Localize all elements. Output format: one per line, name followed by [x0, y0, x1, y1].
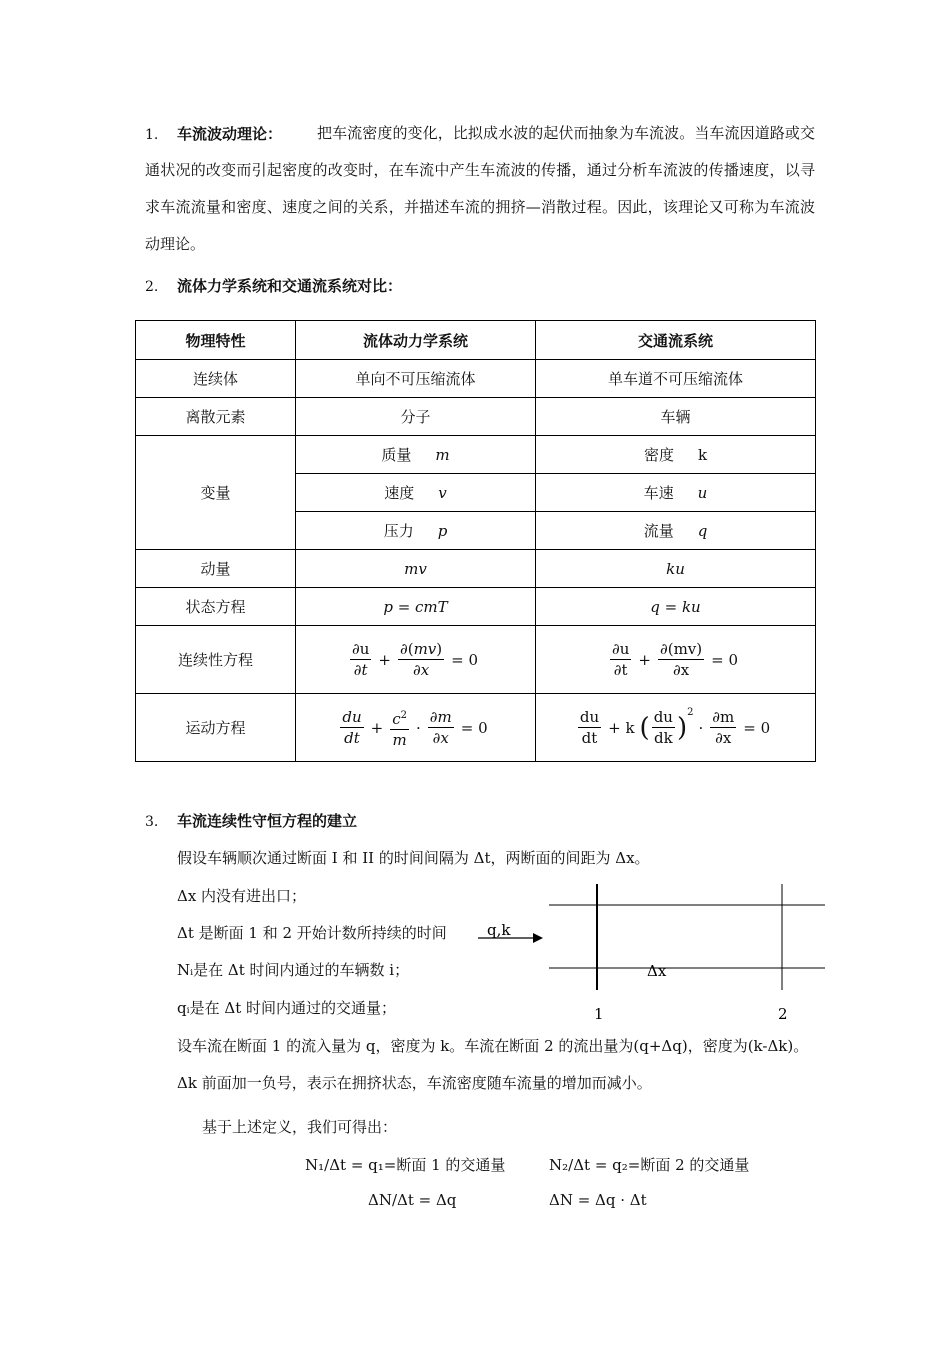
cell-var-traffic: 车速 u — [536, 474, 816, 512]
formula: N₁/Δt = q₁=断面 1 的交通量 — [305, 1156, 506, 1174]
cell-continuum-fluid: 单向不可压缩流体 — [296, 360, 536, 398]
section-3-line: 假设车辆顺次通过断面 I 和 II 的时间间隔为 Δt，两断面的间距为 Δx。 — [177, 849, 650, 867]
header-property: 物理特性 — [136, 321, 296, 360]
section-3-line: 设车流在断面 1 的流入量为 q，密度为 k。车流在断面 2 的流出量为(q+Δq)，密度为(k-Δk)。 — [177, 1037, 809, 1055]
formula: N₂/Δt = q₂=断面 2 的交通量 — [549, 1156, 750, 1174]
equation: $\frac{du}{dt}$ + k ( $\frac{du}{dk}$ ) $^2$ · $\frac{\partial m}{\partial x}$ = 0 — [579, 707, 771, 747]
section-1-title: 车流波动理论： — [177, 125, 283, 143]
header-traffic: 交通流系统 — [536, 321, 816, 360]
cell-continuum-traffic: 单车道不可压缩流体 — [536, 360, 816, 398]
equation: $\frac{du}{dt}$ + $\frac{c^2}{m}$ · $\frac{\partial m}{\partial x}$ = 0 — [338, 706, 492, 750]
cell-discrete-fluid: 分子 — [296, 398, 536, 436]
formula: ΔN = Δq · Δt — [549, 1191, 647, 1209]
section-2-title: 流体力学系统和交通流系统对比： — [177, 277, 403, 295]
cell-var-fluid: 质量 m — [296, 436, 536, 474]
section-3-line: Δt 是断面 1 和 2 开始计数所持续的时间 — [177, 924, 447, 942]
cell-var-fluid: 压力 p — [296, 512, 536, 550]
equation: $\frac{\partial u}{\partial t}$ + $\frac{\partial(mv)}{\partial x}$ = 0 — [611, 640, 739, 679]
formula: ΔN/Δt = Δq — [368, 1191, 457, 1209]
section-3-line: Δk 前面加一负号，表示在拥挤状态，车流密度随车流量的增加而减小。 — [177, 1074, 652, 1092]
cell-var-fluid: 速度 v — [296, 474, 536, 512]
cell-motion-label: 运动方程 — [136, 694, 296, 762]
section-1-label: 1 — [594, 1005, 604, 1023]
section-3-line: qᵢ是在 Δt 时间内通过的交通量； — [177, 999, 397, 1017]
section-2-label: 2 — [778, 1005, 788, 1023]
header-fluid: 流体动力学系统 — [296, 321, 536, 360]
section-1-text: 把车流密度的变化，比拟成水波的起伏而抽象为车流波。当车流因道路或交通状况的改变而引起密度的改变时，在车流中产生车流波的传播，通过分析车流波的传播速度，以寻求车流流量和密度、速度之间的关系，并描述车流的拥挤—消散过程。因此，该理论又可称为车流波动理论。 — [145, 124, 815, 253]
section-2-number: 2. — [145, 279, 159, 295]
cell-state-fluid: p = cmT — [296, 588, 536, 626]
section-3-line: Nᵢ是在 Δt 时间内通过的车辆数 i； — [177, 961, 410, 979]
cell-discrete-traffic: 车辆 — [536, 398, 816, 436]
cell-momentum-traffic: ku — [536, 550, 816, 588]
section-3-line: 基于上述定义，我们可得出： — [202, 1118, 398, 1136]
cell-var-traffic: 密度 k — [536, 436, 816, 474]
gap-label: Δx — [647, 962, 667, 980]
arrow-label: q,k — [487, 921, 511, 939]
cell-state-traffic: q = ku — [536, 588, 816, 626]
cell-variables-label: 变量 — [136, 436, 296, 550]
cell-momentum-fluid: mv — [296, 550, 536, 588]
cell-state-label: 状态方程 — [136, 588, 296, 626]
section-3-number: 3. — [145, 814, 159, 830]
cell-continuum-label: 连续体 — [136, 360, 296, 398]
cell-discrete-label: 离散元素 — [136, 398, 296, 436]
cell-momentum-label: 动量 — [136, 550, 296, 588]
cell-var-traffic: 流量 q — [536, 512, 816, 550]
section-3-line: Δx 内没有进出口； — [177, 887, 307, 905]
section-1-number: 1. — [145, 127, 159, 143]
equation: $\frac{\partial u}{\partial t}$ + $\frac{\partial(mv)}{\partial x}$ = 0 — [351, 640, 479, 679]
cell-continuity-label: 连续性方程 — [136, 626, 296, 694]
section-3-title: 车流连续性守恒方程的建立 — [177, 812, 358, 830]
